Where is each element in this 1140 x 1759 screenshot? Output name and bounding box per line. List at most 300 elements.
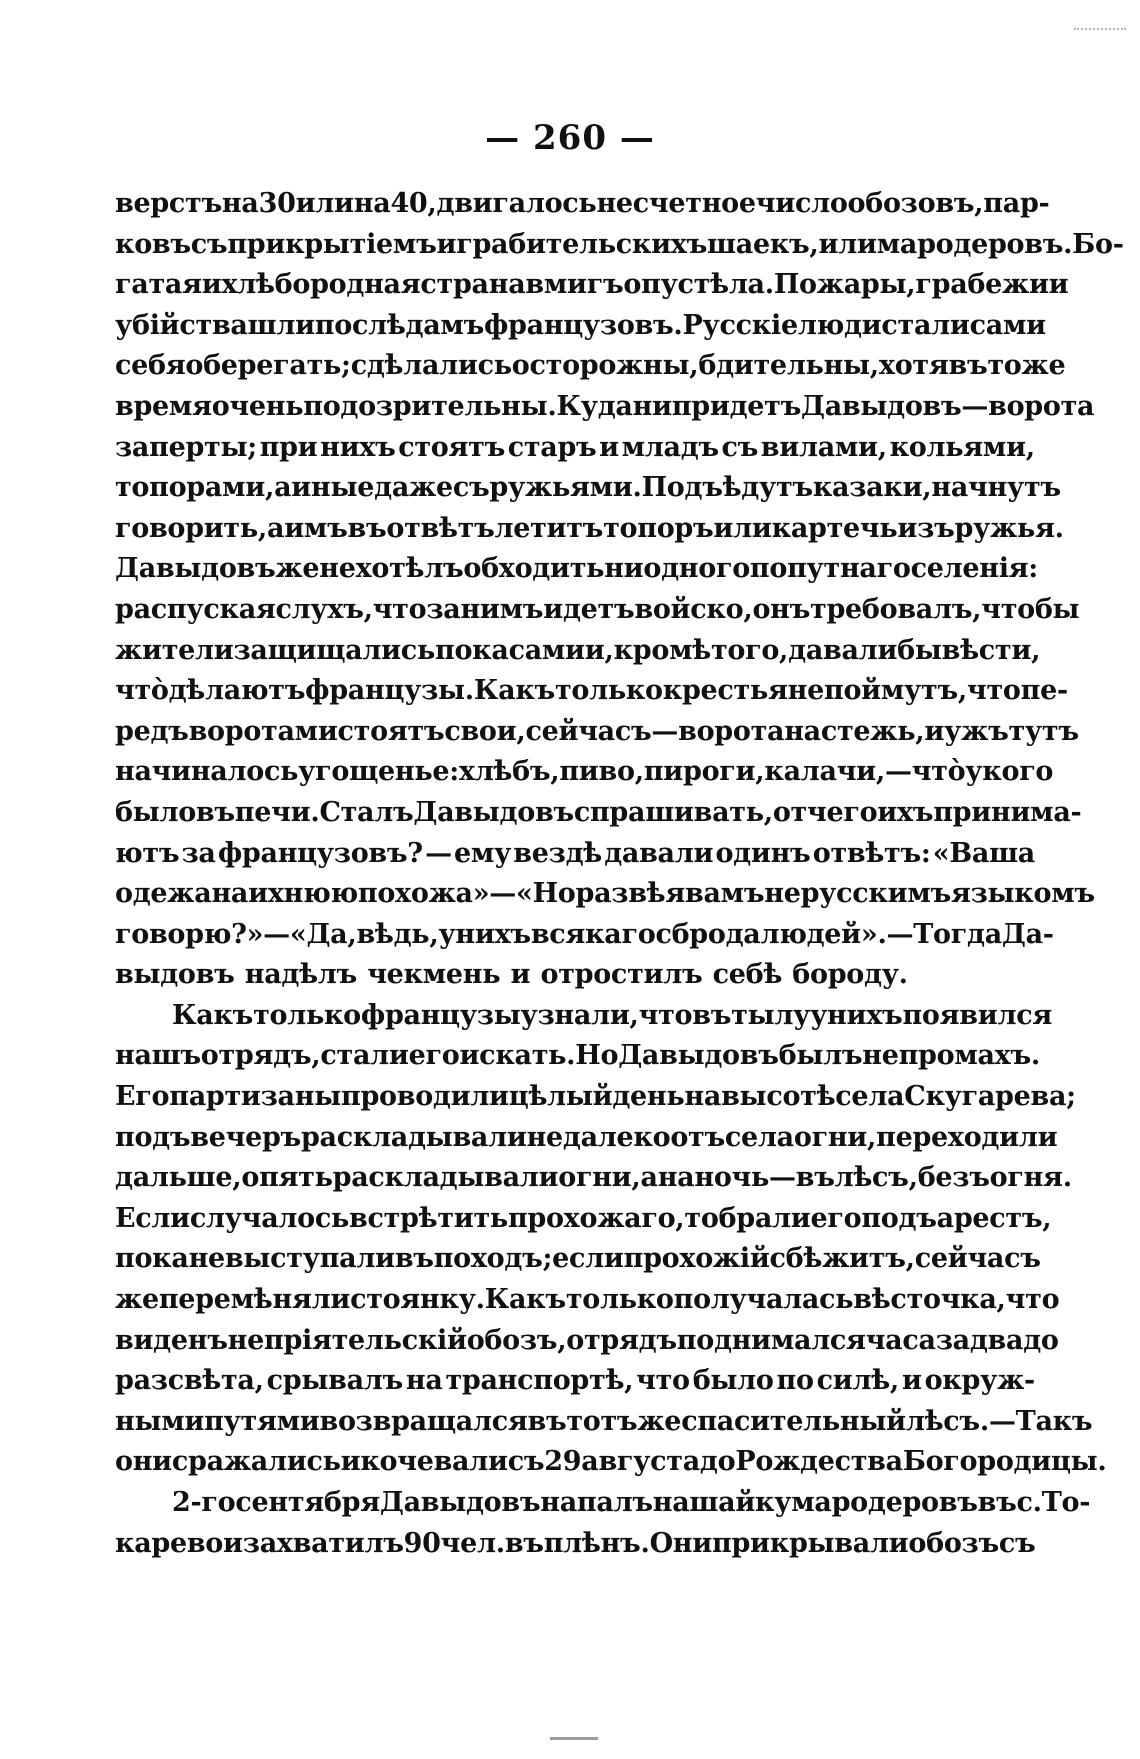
word: Подъѣдутъ <box>641 472 813 504</box>
word: лѣсъ, <box>834 1162 918 1194</box>
word: слухъ, <box>275 593 373 625</box>
text-line <box>115 1118 1058 1159</box>
word: я <box>665 878 686 910</box>
word: Давыдовъ <box>618 1040 779 1072</box>
word: а <box>274 472 292 504</box>
word: французовъ. <box>484 309 683 341</box>
word: виденъ <box>115 1324 228 1356</box>
word: печи. <box>234 796 320 828</box>
word: огни, <box>558 1162 641 1194</box>
word: Давыдовъ <box>379 1487 541 1518</box>
word: сентября <box>235 1487 380 1518</box>
word: а <box>266 512 285 544</box>
word: поднимался <box>676 1324 866 1356</box>
word: что <box>638 999 693 1031</box>
text-line <box>115 1402 1093 1443</box>
word: изъ <box>897 512 955 544</box>
word: ужъ <box>944 715 1009 747</box>
word: отростилъ <box>540 959 703 991</box>
word: селенія: <box>910 553 1038 585</box>
word: что̀ <box>115 675 169 707</box>
word: люди <box>797 309 882 341</box>
word: или <box>713 512 772 544</box>
word: въ <box>948 350 988 382</box>
word: Они <box>649 1527 712 1559</box>
word: сами <box>508 634 585 666</box>
word: транспортѣ, <box>445 1365 634 1397</box>
word: села <box>835 1081 905 1113</box>
text-line <box>115 549 1038 590</box>
word: давали <box>604 837 714 869</box>
word: жители <box>115 634 234 666</box>
word: того, <box>710 634 789 666</box>
word: дальше, <box>115 1162 242 1194</box>
word: вѣсти, <box>941 634 1041 666</box>
text-line <box>115 346 1066 387</box>
word: кольями, <box>889 431 1035 463</box>
text-line <box>115 1036 1040 1077</box>
word: людей».—Тогда <box>760 918 1002 950</box>
word: выдовъ <box>115 959 235 991</box>
body-text <box>115 184 1124 1564</box>
word: только <box>253 999 361 1031</box>
word: до <box>1023 1324 1059 1356</box>
word: сами <box>969 309 1046 341</box>
word: мародеровъ. <box>876 228 1073 260</box>
word: на <box>652 1487 690 1518</box>
word: всякаго <box>530 918 656 950</box>
word: идетъ <box>543 593 635 625</box>
word: тутъ <box>1008 715 1079 747</box>
word: за <box>426 593 461 625</box>
word: ночь—въ <box>694 1162 835 1194</box>
word: страна <box>420 269 526 301</box>
word: кочевали <box>360 1446 508 1478</box>
word: при <box>259 431 318 463</box>
word: сейчасъ <box>914 1243 1041 1275</box>
text-line <box>115 428 1035 469</box>
word: съ <box>190 228 228 260</box>
word: нихъ <box>455 918 531 950</box>
text-line <box>115 1321 1059 1362</box>
word: тылу <box>731 999 811 1031</box>
word: Какъ <box>172 999 254 1031</box>
word: картечь <box>771 512 898 544</box>
word: чтобы <box>981 593 1080 625</box>
word: отрядъ <box>566 1324 677 1356</box>
word: дѣлаютъ <box>168 675 306 707</box>
word: и <box>201 269 222 301</box>
word: Богородицы. <box>902 1446 1107 1478</box>
word: одежа <box>115 878 212 910</box>
text-line <box>115 1199 1052 1240</box>
text-line <box>115 712 1079 753</box>
word: Его <box>115 1081 170 1113</box>
word: на <box>684 1081 722 1113</box>
word: непріятельскій <box>227 1324 467 1356</box>
word: пока <box>115 1243 189 1275</box>
word: заперты; <box>115 431 257 463</box>
word: день <box>612 1081 685 1113</box>
word: Да- <box>1001 918 1054 950</box>
word: раскладывали <box>300 1121 527 1153</box>
page-number: — 260 — <box>485 118 655 158</box>
word: то <box>987 350 1022 382</box>
word: 29 <box>544 1446 582 1478</box>
word: пироги, <box>643 756 765 788</box>
word: отъ <box>670 1121 725 1153</box>
word: младъ <box>621 431 719 463</box>
text-line <box>115 1524 1035 1565</box>
word: гатая <box>115 269 202 301</box>
text-line <box>115 509 1064 550</box>
text-line <box>115 225 1124 266</box>
word: что <box>636 1365 690 1397</box>
word: съ <box>721 431 759 463</box>
word: 2-го <box>172 1487 236 1518</box>
word: въ <box>504 1527 544 1559</box>
word: не <box>188 1243 225 1275</box>
word: хлѣбородная <box>221 269 421 301</box>
word: вмигъ <box>525 269 624 301</box>
word: имъ <box>284 512 348 544</box>
word: ихъ <box>877 796 934 828</box>
word: 30 <box>258 188 296 219</box>
word: или <box>295 188 354 219</box>
word: а <box>640 1162 658 1194</box>
word: на <box>353 188 391 219</box>
word: въ <box>195 796 235 828</box>
word: спасительный <box>681 1405 906 1437</box>
word: сброда <box>655 918 761 950</box>
word: брали <box>718 1202 811 1234</box>
word: его <box>810 1202 862 1234</box>
text-line <box>115 1077 1076 1118</box>
word: 40, <box>390 188 437 219</box>
word: не <box>862 1040 899 1072</box>
text-line <box>115 1442 1107 1483</box>
text-line <box>115 996 1052 1037</box>
word: начнутъ <box>931 472 1061 504</box>
word: переходили <box>876 1121 1058 1153</box>
word: же <box>637 1405 682 1437</box>
word: даже <box>374 472 453 504</box>
word: кого <box>982 756 1054 788</box>
word: села <box>724 1121 794 1153</box>
text-line <box>115 834 1035 875</box>
word: обозъ <box>908 1527 999 1559</box>
word: съ <box>507 1446 545 1478</box>
word: вѣсточка, <box>853 1284 1006 1316</box>
word: же <box>115 1284 159 1316</box>
word: не <box>319 553 356 585</box>
word: походъ; <box>433 1243 553 1275</box>
word: раскладывали <box>332 1162 559 1194</box>
word: стали <box>320 1040 409 1072</box>
word: ными <box>115 1405 205 1437</box>
word: вѣдь, <box>356 918 439 950</box>
word: проводили <box>340 1081 509 1113</box>
word: мародеровъ <box>791 1487 978 1518</box>
word: окруж- <box>924 1365 1035 1397</box>
word: летитъ <box>494 512 604 544</box>
word: редъ <box>115 715 189 747</box>
word: распуская <box>115 593 276 625</box>
word: ихнюю <box>248 878 358 910</box>
text-line <box>115 184 1050 225</box>
word: сдѣлались <box>350 350 512 382</box>
word: въ <box>977 1487 1017 1518</box>
word: было <box>692 1365 774 1397</box>
word: въ <box>394 1243 434 1275</box>
word: то <box>684 1202 719 1234</box>
word: Пожары, <box>773 269 916 301</box>
word: и <box>340 1446 361 1478</box>
word: на <box>405 1365 443 1397</box>
word: слѣдамъ <box>351 309 484 341</box>
word: ковъ <box>115 228 191 260</box>
word: себя <box>115 350 186 382</box>
word: кромѣ <box>613 634 711 666</box>
word: русскимъ <box>800 878 951 910</box>
word: одинъ <box>715 837 811 869</box>
word: у <box>438 918 456 950</box>
word: часа <box>865 1324 936 1356</box>
word: по <box>314 309 352 341</box>
word: говорю?»—«Да, <box>115 918 357 950</box>
word: казаки, <box>812 472 932 504</box>
word: Но <box>575 1040 619 1072</box>
text-line <box>115 955 1035 996</box>
word: арестъ, <box>936 1202 1052 1234</box>
text-line <box>115 590 1080 631</box>
word: путями <box>204 1405 320 1437</box>
word: перемѣняли <box>158 1284 351 1316</box>
word: нимъ <box>460 593 544 625</box>
word: пиво, <box>559 756 644 788</box>
word: настежь, <box>784 715 925 747</box>
word: и <box>223 1527 243 1559</box>
word: ему <box>454 837 512 869</box>
word: высотѣ <box>721 1081 836 1113</box>
word: подозрительны. <box>303 390 557 422</box>
word: на <box>221 188 259 219</box>
word: только <box>554 675 663 707</box>
word: Давыдовъ—ворота <box>801 390 1095 422</box>
word: То- <box>1041 1487 1091 1518</box>
word: — <box>425 837 452 869</box>
word: недалеко <box>526 1121 671 1153</box>
word: огни, <box>793 1121 877 1153</box>
word: защищались <box>233 634 435 666</box>
word: лѣсъ.—Такъ <box>905 1405 1093 1437</box>
word: одного <box>643 553 750 585</box>
word: было <box>115 796 196 828</box>
word: и <box>436 228 457 260</box>
text-line <box>115 1280 1060 1321</box>
word: давали <box>788 634 898 666</box>
word: шаекъ, <box>707 228 819 260</box>
word: и, <box>584 634 614 666</box>
word: тотъ <box>566 1405 638 1437</box>
text-line <box>115 793 1082 834</box>
word: бдительны, <box>698 350 879 382</box>
word: Скугарева; <box>904 1081 1076 1113</box>
word: шли <box>247 309 315 341</box>
word: пар- <box>983 188 1050 219</box>
word: 90 <box>403 1527 441 1559</box>
word: надѣлъ <box>244 959 357 991</box>
word: Рождества <box>735 1446 903 1478</box>
word: Какъ <box>484 1284 566 1316</box>
word: шайку <box>689 1487 792 1518</box>
word: что <box>1005 1284 1060 1316</box>
word: по <box>776 1365 814 1397</box>
word: бы <box>897 634 942 666</box>
word: подъ <box>861 1202 937 1234</box>
word: французовъ? <box>217 837 423 869</box>
word: Бо- <box>1072 228 1124 260</box>
word: у <box>810 999 828 1031</box>
word: хлѣбъ, <box>458 756 560 788</box>
word: отрядъ, <box>200 1040 321 1072</box>
word: хотѣлъ <box>355 553 464 585</box>
word: вечеръ <box>190 1121 301 1153</box>
word: нашъ <box>115 1040 201 1072</box>
word: очень <box>211 390 304 422</box>
word: обозъ, <box>466 1324 567 1356</box>
word: угощенье: <box>298 756 459 788</box>
word: появился <box>902 999 1052 1031</box>
word: нихъ <box>827 999 903 1031</box>
word: два <box>969 1324 1024 1356</box>
word: нихъ <box>320 431 396 463</box>
word: они <box>115 1446 172 1478</box>
word: отвѣтъ <box>386 512 495 544</box>
word: сбѣжитъ, <box>769 1243 915 1275</box>
word: напалъ <box>540 1487 653 1518</box>
word: и <box>924 715 945 747</box>
text-line <box>115 671 1068 712</box>
word: число <box>755 188 848 219</box>
word: сейчасъ—ворота <box>525 715 785 747</box>
word: или <box>818 228 877 260</box>
text-line <box>115 1158 1072 1199</box>
word: воротами <box>188 715 338 747</box>
word: опустѣла. <box>623 269 774 301</box>
word: принима- <box>933 796 1082 828</box>
word: опять <box>241 1162 333 1194</box>
word: свои, <box>444 715 526 747</box>
word: Русскіе <box>682 309 798 341</box>
word: придетъ <box>671 390 802 422</box>
word: подъ <box>115 1121 191 1153</box>
word: требовалъ, <box>810 593 982 625</box>
word: похожа»—«Но <box>357 878 576 910</box>
word: и <box>901 1365 922 1397</box>
word: за <box>181 837 216 869</box>
text-line <box>115 915 1054 956</box>
word: возвращался <box>319 1405 528 1437</box>
word: стоянку. <box>350 1284 485 1316</box>
word: иные <box>291 472 375 504</box>
word: верстъ <box>115 188 222 219</box>
text-line <box>115 1361 1035 1402</box>
text-line <box>115 306 1046 347</box>
word: Давыдовъ <box>413 796 574 828</box>
word: цѣлый <box>508 1081 613 1113</box>
word: и <box>599 431 619 463</box>
word: же <box>275 553 320 585</box>
word: вилами, <box>760 431 887 463</box>
word: Куда <box>556 390 633 422</box>
text-line <box>115 387 1095 428</box>
word: стоятъ <box>398 431 505 463</box>
word: бороду. <box>792 959 908 991</box>
word: получалась <box>673 1284 854 1316</box>
word: обходить <box>463 553 605 585</box>
scan-speck-bottom <box>550 1737 598 1740</box>
text-line <box>115 631 1041 672</box>
text-line <box>115 752 1054 793</box>
word: августа <box>581 1446 700 1478</box>
word: чел. <box>440 1527 505 1559</box>
word: Давыдовъ <box>115 553 276 585</box>
word: въ <box>692 999 732 1031</box>
word: Сталъ <box>319 796 414 828</box>
word: себѣ <box>712 959 783 991</box>
word: съ <box>998 1527 1036 1559</box>
text-line <box>115 874 1095 915</box>
word: только <box>565 1284 674 1316</box>
word: топоръ <box>603 512 714 544</box>
word: если <box>552 1243 624 1275</box>
word: несчетное <box>596 188 756 219</box>
word: сражались <box>171 1446 341 1478</box>
word: захватилъ <box>242 1527 404 1559</box>
word: въ <box>527 1405 567 1437</box>
word: попутнаго <box>749 553 911 585</box>
word: Какъ <box>473 675 555 707</box>
scan-speck-top <box>1074 28 1126 34</box>
text-line <box>115 265 1069 306</box>
word: ружьями. <box>489 472 642 504</box>
word: говорить, <box>115 512 267 544</box>
word: партизаны <box>169 1081 341 1113</box>
word: войско, <box>634 593 753 625</box>
word: ни <box>632 390 672 422</box>
word: Если <box>115 1202 190 1234</box>
text-line <box>115 468 1061 509</box>
word: убійства <box>115 309 248 341</box>
word: спрашивать, <box>573 796 773 828</box>
word: ютъ <box>115 837 180 869</box>
word: разсвѣта, <box>115 1365 264 1397</box>
word: поймутъ, <box>824 675 967 707</box>
word: прикрывали <box>711 1527 909 1559</box>
word: промахъ. <box>898 1040 1040 1072</box>
word: же <box>1021 350 1066 382</box>
word: развѣ <box>575 878 666 910</box>
word: случалось <box>189 1202 350 1234</box>
word: вездѣ <box>513 837 602 869</box>
word: плѣнъ. <box>543 1527 650 1559</box>
word: отчего <box>772 796 878 828</box>
word: былъ <box>778 1040 863 1072</box>
word: на <box>211 878 249 910</box>
word: на <box>657 1162 695 1194</box>
word: двигалось <box>436 188 597 219</box>
